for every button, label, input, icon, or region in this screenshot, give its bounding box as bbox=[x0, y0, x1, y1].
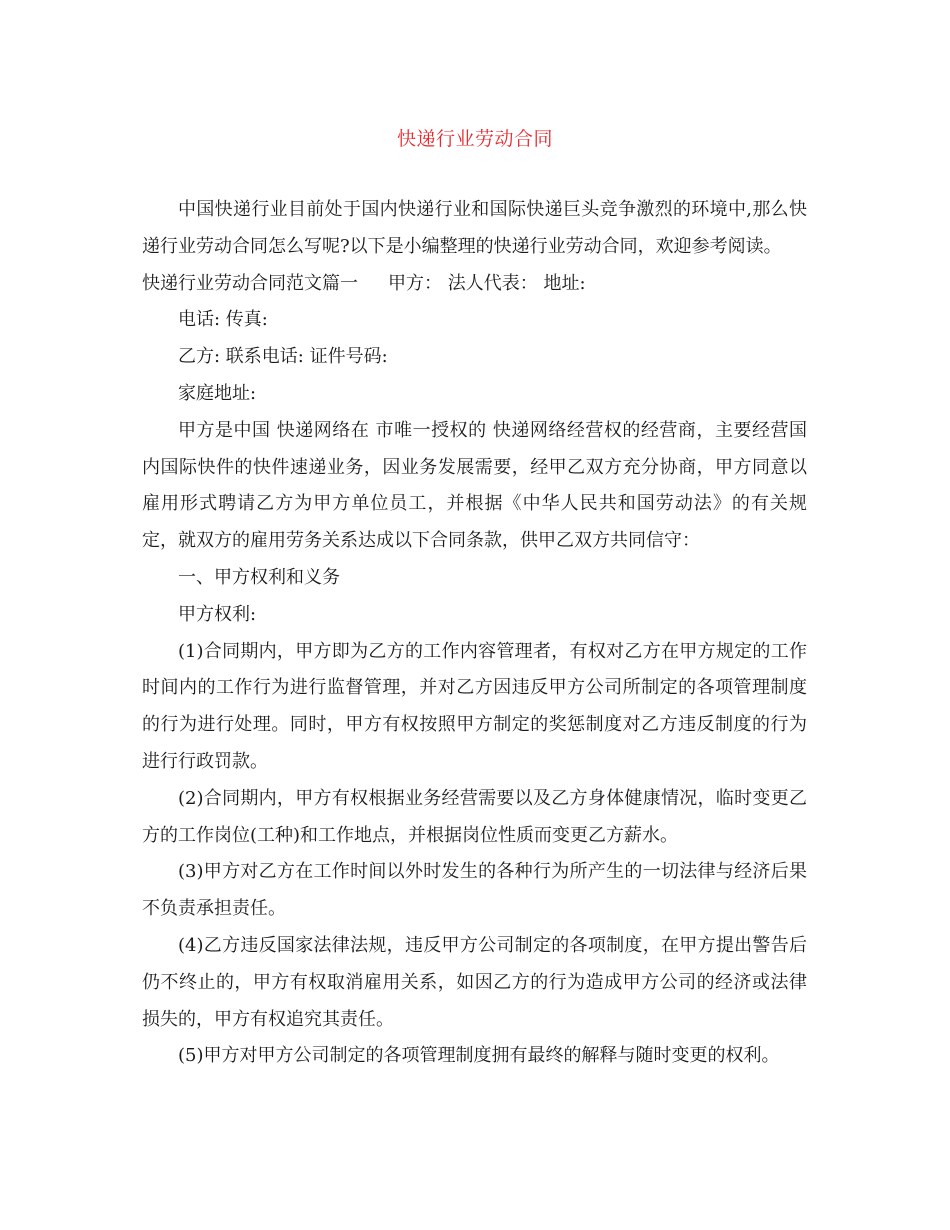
intro-paragraph: 中国快递行业目前处于国内快递行业和国际快递巨头竞争激烈的环境中,那么快递行业劳动合同怎么写呢?以下是小编整理的快递行业劳动合同，欢迎参考阅读。 bbox=[142, 199, 807, 257]
clause-paragraph: (1)合同期内，甲方即为乙方的工作内容管理者，有权对乙方在甲方规定的工作时间内的工作行为进行监督管理，并对乙方因违反甲方公司所制定的各项管理制度的行为进行处理。同时，甲方有权按照甲方制定的奖惩制度对乙方违反制度的行为进行行政罚款。 bbox=[142, 640, 807, 772]
section-heading: 一、甲方权利和义务 bbox=[178, 566, 340, 588]
rights-heading: 甲方权利: bbox=[178, 603, 257, 625]
document-title: 快递行业劳动合同 bbox=[396, 128, 553, 150]
document-body bbox=[142, 192, 807, 1075]
clause-paragraph: (4)乙方违反国家法律法规，违反甲方公司制定的各项制度，在甲方提出警告后仍不终止的，甲方有权取消雇用关系，如因乙方的行为造成甲方公司的经济或法律损失的，甲方有权追究其责任。 bbox=[142, 934, 807, 1030]
clause-paragraph: (3)甲方对乙方在工作时间以外时发生的各种行为所产生的一切法律与经济后果不负责承担责任。 bbox=[142, 861, 807, 920]
home-address-line: 家庭地址: bbox=[178, 382, 257, 404]
party-b-line: 乙方: 联系电话: 证件号码: bbox=[178, 346, 388, 368]
sample-heading: 快递行业劳动合同范文篇一 bbox=[142, 272, 358, 294]
preamble-paragraph: 甲方是中国 快递网络在 市唯一授权的 快递网络经营权的经营商，主要经营国内国际快件的快件速递业务，因业务发展需要，经甲乙双方充分协商，甲方同意以雇用形式聘请乙方为甲方单位员工，并根据《中华人民共和国劳动法》的有关规定，就双方的雇用劳务关系达成以下合同条款，供甲乙双方共同信守： bbox=[142, 419, 807, 552]
clause-paragraph: (5)甲方对甲方公司制定的各项管理制度拥有最终的解释与随时变更的权利。 bbox=[178, 1045, 780, 1067]
sample-heading-line bbox=[142, 266, 807, 303]
phone-fax-line: 电话: 传真: bbox=[178, 309, 268, 331]
clause-paragraph: (2)合同期内，甲方有权根据业务经营需要以及乙方身体健康情况，临时变更乙方的工作岗位(工种)和工作地点，并根据岗位性质而变更乙方薪水。 bbox=[142, 787, 807, 846]
party-a-line: 甲方： 法人代表： 地址: bbox=[388, 272, 586, 294]
